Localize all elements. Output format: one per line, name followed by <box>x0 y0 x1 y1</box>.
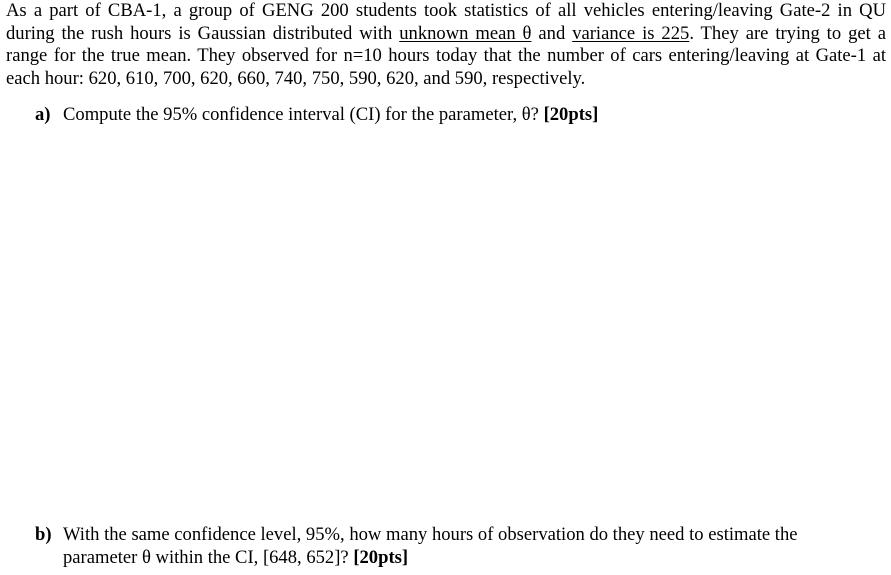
question-a <box>35 104 875 127</box>
question-a-text: Compute the 95% confidence interval (CI) for the parameter, θ? <box>63 104 544 125</box>
problem-statement <box>6 0 886 90</box>
intro-text-part2: and <box>531 22 573 44</box>
variance-underlined: variance is 225 <box>572 22 690 44</box>
question-b-text: With the same confidence level, 95%, how many hours of observation do they need to estimate the parameter θ within the CI, [648, 652]? <box>63 524 798 568</box>
question-a-body <box>63 104 875 127</box>
intro-text-part1: As a part of CBA-1, a group of GENG 200 students took statistics of all vehicles entering/leaving Gate-2 in QU during the rush hours is Gaussian distributed with <box>6 0 886 44</box>
unknown-mean-underlined: unknown mean θ <box>399 22 532 44</box>
question-a-label: a) <box>35 104 51 125</box>
question-b-points: [20pts] <box>353 546 409 568</box>
intro-text-part3: . They are trying to get a range for the true mean. They observed for n=10 hours today that the number of cars entering/leaving at Gate-1 at each hour: 620, 610, 700, 620, 660, 740, 750, 590, 620, and 590, respectively. <box>6 22 886 89</box>
question-b-label: b) <box>35 524 52 545</box>
question-a-points: [20pts] <box>543 104 599 125</box>
question-b-body <box>63 524 875 569</box>
question-b <box>35 524 875 569</box>
